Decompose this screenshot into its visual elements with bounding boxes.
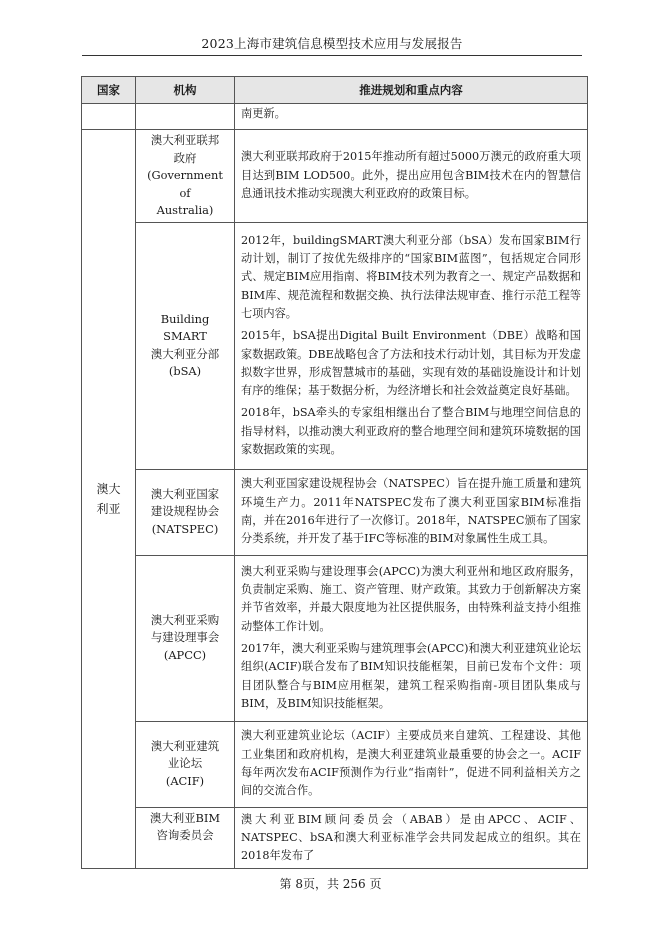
institution-line: 澳大利亚建筑 [150,738,220,753]
institution-line: 澳大利亚BIM [149,810,221,825]
content-paragraph: 2012年，buildingSMART澳大利亚分部（bSA）发布国家BIM行动计划，制订了按优先级排序的“国家BIM蓝图”，包括规定合同形式、规定BIM应用指南、将BIM技术列为教育之一、规定产品数据和BIM库、规范流程和数据交换、执行法律法规审查、推行示范工程等七项内容。 [241,233,581,320]
column-header-country: 国家 [82,77,136,104]
content-cell [235,104,588,130]
header-rule [82,55,582,56]
institution-cell [136,807,235,869]
content-paragraph: 澳大利亚建筑业论坛（ACIF）主要成员来自建筑、工程建设、其他工业集团和政府机构，是澳大利亚建筑业最重要的协会之一。ACIF每年两次发布ACIF预测作为行业“指南针”，促进不同利益相关方之间的交流合作。 [241,729,581,798]
content-paragraph: 2015年，bSA提出Digital Built Environment（DBE）战略和国家数据政策。DBE战略包含了方法和技术行动计划，其目标为开发虚拟数字世界，形成智慧城市的基础，实现有效的基础设施设计和计划有序的维保；基于数据分析，为经济增长和社会效益奠定良好基础。 [241,329,581,398]
institution-cell [136,469,235,555]
content-cell [235,130,588,223]
institution-line: (ACIF) [165,773,205,788]
institution-line: 澳大利亚分部 [150,346,220,361]
table-row [82,222,588,469]
content-paragraph: 澳大利亚采购与建设理事会(APCC)为澳大利亚州和地区政府服务，负责制定采购、施工、资产管理、财产政策。其致力于创新解决方案并节省效率，并最大限度地为社区提供服务，由特殊利益支持小组推动整体工作计划。 [241,564,581,633]
table-row [82,469,588,555]
institution-line: 政府 [173,150,197,165]
content-paragraph: 2018年，bSA牵头的专家组相继出台了整合BIM与地理空间信息的指导材料，以推动澳大利亚政府的整合地理空间和建筑环境数据的国家数据政策的实现。 [241,406,581,456]
institution-line: (Government of [147,168,223,200]
table-header-row [82,77,588,104]
country-cell [82,130,136,869]
institution-line: 咨询委员会 [156,828,214,842]
table-row [82,555,588,721]
running-header: 2023上海市建筑信息模型技术应用与发展报告 [201,36,463,51]
content-paragraph: 澳大利亚联邦政府于2015年推动所有超过5000万澳元的政府重大项目达到BIM LOD500。此外，提出应用包含BIM技术在内的智慧信息通讯技术推动实现澳大利亚政府的政策目标。 [241,150,581,200]
institution-line: 澳大利亚国家 [150,486,220,501]
institution-line: SMART [163,329,207,343]
institution-line: (NATSPEC) [151,521,219,536]
institution-line: 业论坛 [167,756,203,771]
table-row [82,130,588,223]
column-header-institution: 机构 [136,77,235,104]
content-cell [235,721,588,807]
content-paragraph: 2017年，澳大利亚采购与建筑理事会(APCC)和澳大利亚建筑业论坛组织(ACIF)联合发布了BIM知识技能框架，目前已发布个文件：项目团队整合与BIM应用框架，建筑工程采购指南-项目团队集成与BIM，及BIM知识技能框架。 [241,642,581,710]
page-footer: 第 8页，共 256 页 [279,877,382,891]
column-header-content: 推进规划和重点内容 [235,77,588,104]
content-paragraph: 澳大利亚BIM顾问委员会（ABAB）是由APCC、ACIF、NATSPEC、bSA和澳大利亚标准学会共同发起成立的组织。其在2018年发布了 [241,812,581,863]
institution-line: Australia) [156,203,214,217]
content-cell [235,222,588,469]
institution-line: (bSA) [168,364,202,378]
institution-cell [136,222,235,469]
content-cell [235,807,588,869]
institution-line: 澳大利亚采购 [150,612,220,627]
country-label: 澳大利亚 [96,482,121,517]
empty-cell [82,104,136,130]
institution-table [81,76,588,869]
table-row [82,721,588,807]
content-paragraph: 澳大利亚国家建设规程协会（NATSPEC）旨在提升施工质量和建筑环境生产力。2011年NATSPEC发布了澳大利亚国家BIM标准指南，并在2016年进行了一次修订。2018年，NATSPEC颁布了国家分类系统，并开发了基于IFC等标准的BIM对象属性生成工具。 [241,477,581,546]
institution-line: Building [160,311,210,326]
institution-line: 澳大利亚联邦 [150,133,220,147]
institution-cell [136,721,235,807]
institution-line: (APCC) [163,647,207,662]
content-cell [235,555,588,721]
institution-cell [136,555,235,721]
content-cell [235,469,588,555]
content-paragraph: 南更新。 [241,107,286,120]
institution-line: 与建设理事会 [150,630,220,645]
continuation-row [82,104,588,130]
institution-line: 建设规程协会 [150,504,220,519]
institution-cell [136,130,235,223]
table-row [82,807,588,869]
empty-cell [136,104,235,130]
